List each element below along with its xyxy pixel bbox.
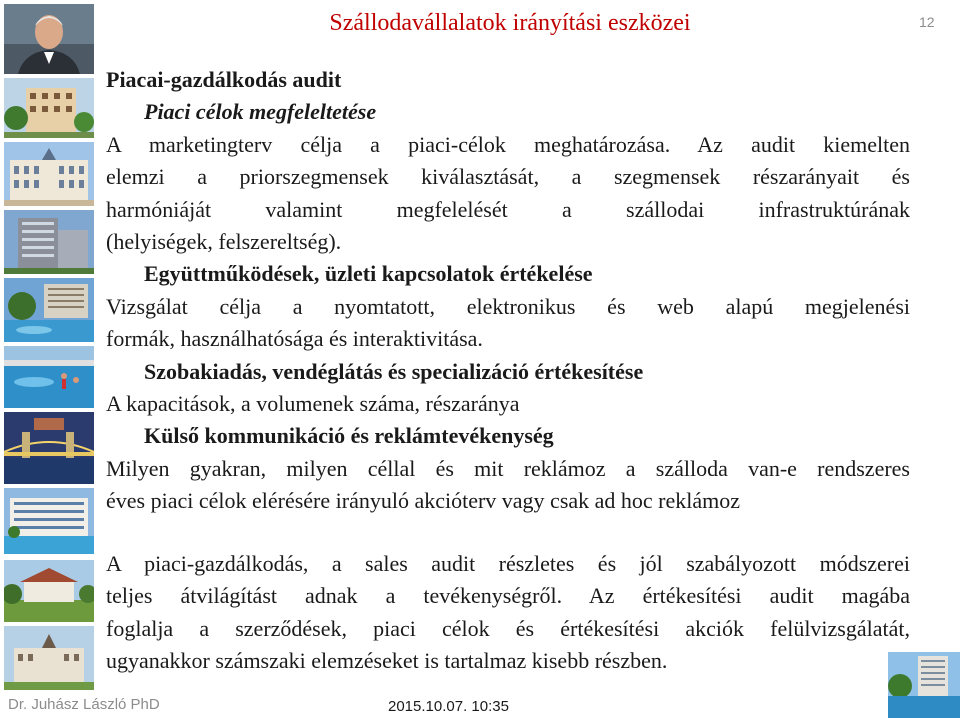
section-title: Együttműködések, üzleti kapcsolatok értékelése bbox=[144, 261, 593, 287]
paragraph-line: A piaci-gazdálkodás, a sales audit részletes és jól szabályozott módszerei bbox=[106, 550, 910, 576]
section-subheading: Piaci célok megfeleltetése bbox=[144, 99, 377, 125]
seaside-hotel-image bbox=[888, 652, 960, 718]
slide-title: Szállodavállalatok irányítási eszközei bbox=[329, 10, 691, 36]
paragraph-line: harmóniáját valamint megfelelését a szállodai infrastruktúrának bbox=[106, 196, 910, 222]
page-number: 12 bbox=[919, 14, 935, 30]
section-title: Szobakiadás, vendéglátás és specializáció értékesítése bbox=[144, 358, 644, 384]
spa-pool-image bbox=[4, 346, 94, 408]
section-heading: Piacai-gazdálkodás audit bbox=[106, 67, 342, 92]
palace-hotel-image bbox=[4, 142, 94, 206]
footer-datetime: 2015.10.07. 10:35 bbox=[388, 698, 509, 715]
paragraph-line: formák, használhatósága és interaktivitása. bbox=[106, 326, 483, 352]
manor-house-image bbox=[4, 560, 94, 622]
author-portrait-image bbox=[4, 4, 94, 74]
photo-strip bbox=[0, 0, 100, 718]
paragraph-line: Milyen gyakran, milyen céllal és mit reklámoz a szálloda van-e rendszeres bbox=[106, 455, 910, 481]
paragraph-line: ugyanakkor számszaki elemzéseket is tartalmaz kisebb részben. bbox=[106, 647, 668, 673]
paragraph-line: elemzi a priorszegmensek kiválasztását, a szegmensek részarányait és bbox=[106, 164, 910, 190]
paragraph-line: foglalja a szerződések, piaci célok és értékesítési akciók felülvizsgálatát, bbox=[106, 615, 910, 641]
modern-hotel-image bbox=[4, 210, 94, 274]
slide-content bbox=[106, 64, 910, 677]
paragraph-line: (helyiségek, felszereltség). bbox=[106, 229, 342, 255]
paragraph-line: A marketingterv célja a piaci-célok meghatározása. Az audit kiemelten bbox=[106, 131, 910, 157]
paragraph-line: teljes átvilágítást adnak a tevékenységről. Az értékesítési audit magába bbox=[106, 583, 910, 609]
hotel-complex-image bbox=[4, 488, 94, 554]
paragraph-line: éves piaci célok elérésére irányuló akcióterv vagy csak ad hoc reklámoz bbox=[106, 488, 741, 514]
footer-author: Dr. Juhász László PhD bbox=[8, 696, 160, 713]
paragraph-line: A kapacitások, a volumenek száma, részaránya bbox=[106, 391, 520, 417]
resort-pool-image bbox=[4, 278, 94, 342]
castle-hotel-image bbox=[4, 626, 94, 690]
paragraph-line: Vizsgálat célja a nyomtatott, elektronikus és web alapú megjelenési bbox=[106, 293, 910, 319]
hotel-building-image bbox=[4, 78, 94, 138]
section-title: Külső kommunikáció és reklámtevékenység bbox=[144, 423, 554, 449]
spacer bbox=[106, 518, 910, 548]
chain-bridge-image bbox=[4, 412, 94, 484]
